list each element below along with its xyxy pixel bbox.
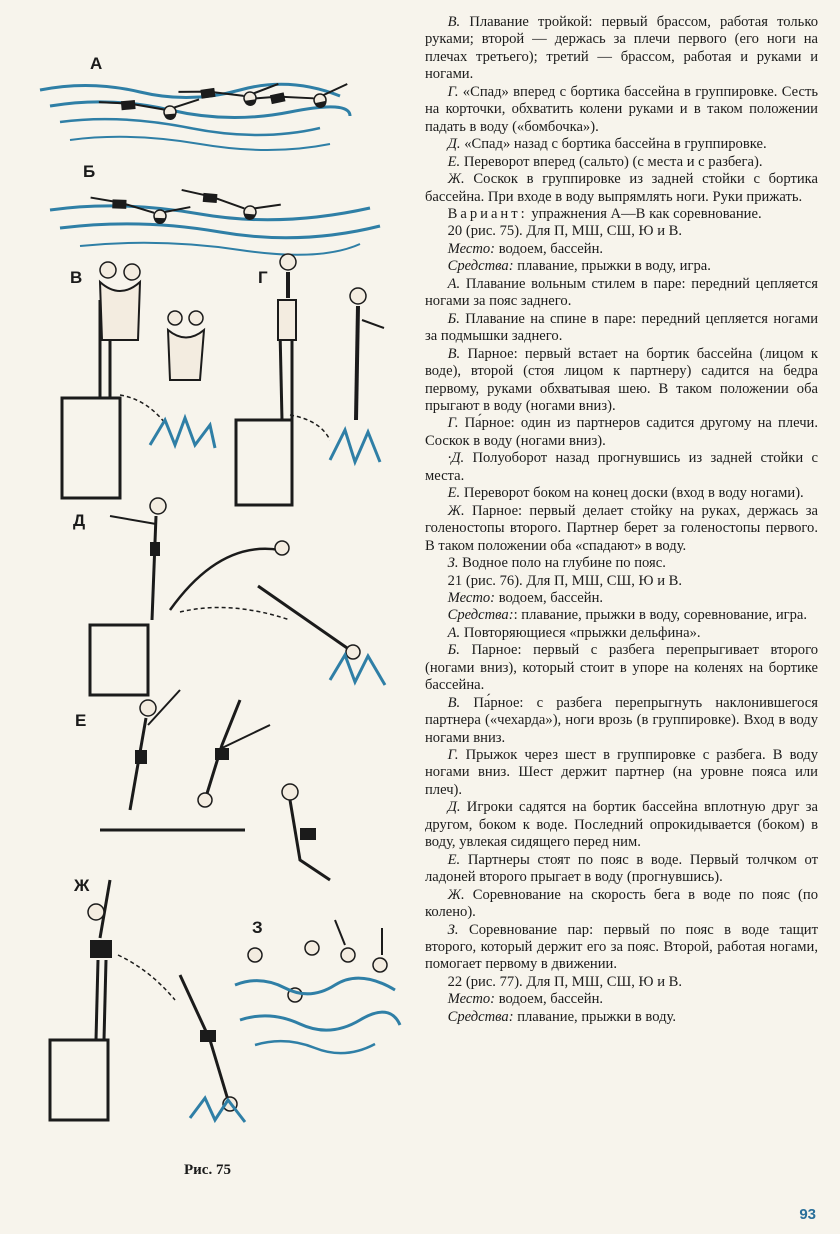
- paragraph-label: Е.: [447, 851, 461, 868]
- paragraph-text: Игроки садятся на бортик бассейна вплотную друг за другом, боком к воде. Последний опрокидывается (боком) в воду, увлекая сидящего перед ним.: [425, 799, 818, 851]
- paragraph-text: Парное: первый встает на бортик бассейна (лицом к воде), второй (стоя лицом к партнеру) садится на бедра первому, руками обхватывая шею. В таком положении оба прыгают в воду (ногами вниз).: [425, 345, 818, 414]
- paragraph-text: Парное: первый делает стойку на руках, держась за голеностопы второго. Партнер берет за голеностопы первого. В таком положении оба «спадают» в воду.: [425, 502, 818, 554]
- paragraph: [425, 14, 818, 84]
- paragraph-text: упражнения А—В как соревнование.: [527, 205, 762, 222]
- paragraph: [425, 799, 818, 851]
- paragraph: [425, 1009, 818, 1026]
- paragraph-text: Переворот вперед (сальто) (с места и с разбега).: [460, 153, 763, 170]
- paragraph-text: «Спад» вперед с бортика бассейна в группировке. Сесть на корточки, обхватить колени руками и в таком положении падать в воду («бомбочка»).: [425, 83, 818, 135]
- paragraph-label: А.: [447, 624, 461, 641]
- paragraph: [425, 84, 818, 136]
- paragraph-text: Соревнование пар: первый по пояс в воде тащит второго, который держит его за пояс. Второй, работая ногами, помогает первому в движении.: [425, 921, 818, 973]
- paragraph-label: Вариант:: [447, 205, 528, 222]
- paragraph-label: В.: [447, 14, 461, 30]
- paragraph: [425, 555, 818, 572]
- paragraph: [425, 311, 818, 346]
- panel-label-v: В: [70, 268, 83, 287]
- paragraph-label: ·Д.: [447, 450, 465, 467]
- paragraph-text: водоем, бассейн.: [495, 240, 604, 257]
- panel-label-e: Е: [75, 711, 87, 730]
- panel-label-g: Г: [258, 268, 268, 287]
- paragraph-text: Соревнование на скорость бега в воде по пояс (по колено).: [425, 886, 818, 921]
- paragraph: [425, 607, 818, 624]
- paragraph-text: Па́рное: один из партнеров садится другому на плечи. Соскок в воду (ногами вниз).: [425, 415, 818, 449]
- paragraph: [425, 415, 818, 450]
- paragraph: [425, 450, 818, 485]
- paragraph-text: Плавание на спине в паре: передний цепляется ногами за подмышки заднего.: [425, 310, 818, 345]
- paragraph-text: Водное поло на глубине по пояс.: [458, 555, 666, 572]
- paragraph-label: Место:: [447, 589, 496, 606]
- paragraph-text: Парное: первый с разбега перепрыгивает второго (ногами вниз), который стоит в упоре на коленях на бортике бассейна.: [425, 642, 818, 694]
- paragraph-text: Соскок в группировке из задней стойки с бортика бассейна. При входе в воду выпрямлять ноги. Руки прижать.: [425, 171, 818, 205]
- paragraph: [425, 276, 818, 311]
- paragraph: [425, 642, 818, 694]
- paragraph-label: Б.: [447, 642, 460, 659]
- paragraph: [425, 136, 818, 153]
- paragraph: [425, 241, 818, 258]
- text-column: [425, 14, 818, 1026]
- paragraph: [425, 346, 818, 416]
- paragraph-label: Б.: [447, 310, 460, 327]
- paragraph-label: Е.: [447, 485, 461, 502]
- panel-zh-drawing: [50, 880, 245, 1122]
- paragraph: [425, 887, 818, 922]
- paragraph-label: Место:: [447, 240, 496, 257]
- paragraph-label: З.: [447, 921, 459, 938]
- paragraph: [425, 922, 818, 974]
- paragraph: [425, 485, 818, 502]
- paragraph-text: Переворот боком на конец доски (вход в воду ногами).: [460, 485, 804, 502]
- panel-a-drawing: [40, 78, 351, 150]
- paragraph: [425, 223, 818, 240]
- paragraph-text: Плавание вольным стилем в паре: передний цепляется ногами за пояс заднего.: [425, 275, 818, 310]
- paragraph-label: Д.: [447, 136, 461, 153]
- panel-label-zh: Ж: [74, 876, 90, 895]
- paragraph-label: Место:: [447, 991, 496, 1008]
- paragraph-label: Г.: [447, 415, 459, 432]
- panel-label-b: Б: [83, 162, 96, 181]
- paragraph: [425, 171, 818, 206]
- paragraph: [425, 154, 818, 171]
- paragraph-label: Е.: [447, 153, 461, 170]
- panel-g-drawing: [236, 254, 384, 505]
- paragraph-text: Партнеры стоят по пояс в воде. Первый толчком от ладоней второго прыгает в воду (прогнувшись).: [425, 851, 818, 886]
- paragraph-label: Средства:: [447, 1008, 514, 1025]
- paragraph-text: 20 (рис. 75). Для П, МШ, СШ, Ю и В.: [447, 223, 683, 240]
- paragraph-label: Средства:: [447, 607, 514, 624]
- paragraph-label: Д.: [447, 799, 461, 816]
- paragraph: [425, 991, 818, 1008]
- paragraph-text: Полуоборот назад прогнувшись из задней стойки с места.: [425, 450, 818, 484]
- paragraph-text: Прыжок через шест в группировке с разбега. В воду ногами вниз. Шест держит партнер (на уровне пояса или плеч).: [425, 747, 818, 798]
- paragraph-text: плавание, прыжки в воду.: [513, 1008, 677, 1025]
- paragraph: [425, 747, 818, 799]
- paragraph-label: Средства:: [447, 258, 514, 275]
- panel-d-drawing: [90, 498, 385, 695]
- panel-z-drawing: [235, 920, 400, 1053]
- paragraph: [425, 258, 818, 275]
- panel-label-a: А: [90, 54, 103, 73]
- paragraph-label: Г.: [447, 747, 459, 764]
- paragraph: [425, 974, 818, 991]
- paragraph-label: З.: [447, 555, 459, 572]
- paragraph-text: 22 (рис. 77). Для П, МШ, СШ, Ю и В.: [447, 973, 683, 990]
- paragraph-text: Па́рное: с разбега перепрыгнуть наклонившегося партнера («чехарда»), ноги врозь (в группировке). Вход в воду ногами вниз.: [425, 694, 818, 746]
- paragraph: [425, 625, 818, 642]
- panel-v-drawing: [62, 262, 215, 498]
- panel-label-z: З: [252, 918, 263, 937]
- panel-e-drawing: [100, 690, 330, 880]
- figure-caption: Рис. 75: [184, 1162, 231, 1178]
- paragraph: [425, 503, 818, 555]
- paragraph: [425, 695, 818, 747]
- paragraph-label: А.: [447, 275, 461, 292]
- panel-label-d: Д: [73, 511, 86, 530]
- paragraph-text: Повторяющиеся «прыжки дельфина».: [460, 624, 701, 641]
- paragraph-text: водоем, бассейн.: [495, 991, 604, 1008]
- panel-b-drawing: [50, 190, 380, 255]
- paragraph: [425, 206, 818, 223]
- paragraph-label: Ж.: [447, 502, 465, 519]
- paragraph: [425, 590, 818, 607]
- paragraph-label: Ж.: [447, 171, 465, 188]
- paragraph-label: В.: [447, 345, 461, 362]
- paragraph-text: : плавание, прыжки в воду, соревнование, игра.: [513, 607, 808, 624]
- paragraph-text: 21 (рис. 76). Для П, МШ, СШ, Ю и В.: [447, 572, 683, 589]
- paragraph: [425, 852, 818, 887]
- paragraph-text: водоем, бассейн.: [495, 589, 604, 606]
- paragraph-label: Г.: [447, 83, 459, 100]
- paragraph-text: Плавание тройкой: первый брассом, работая только руками; второй — держась за плечи первого (его ноги на плечах третьего); третий — брассом, работая и руками и ногами.: [425, 14, 818, 83]
- page-number: 93: [799, 1206, 816, 1223]
- paragraph-label: В.: [447, 694, 461, 711]
- paragraph-text: «Спад» назад с бортика бассейна в группировке.: [460, 136, 767, 153]
- paragraph-text: плавание, прыжки в воду, игра.: [513, 258, 711, 275]
- paragraph-label: Ж.: [447, 886, 465, 903]
- paragraph: [425, 573, 818, 590]
